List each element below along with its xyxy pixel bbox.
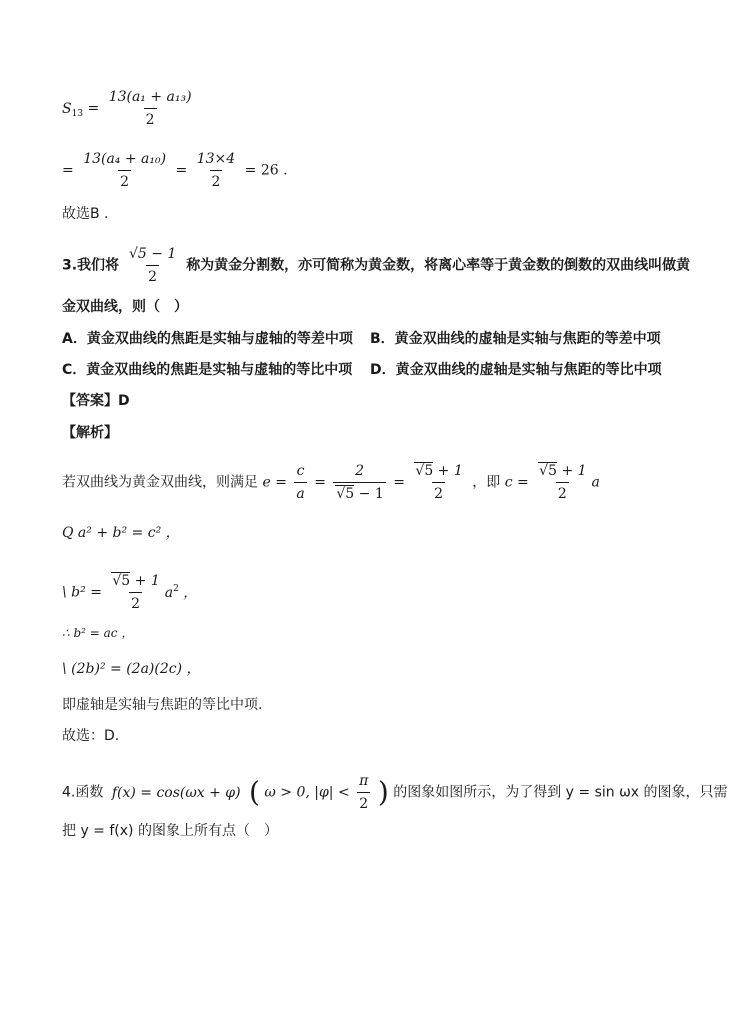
q3-analysis-label: 【解析】	[62, 425, 118, 441]
analysis-step-1: 若双曲线为黄金双曲线，则满足 e = $\frac{c}{a}$ = $\frac{2}{√5 - 1}$ = $\frac{√5 + 1}{2}$ ，即 c = $\frac{√5 + 1}{2}$ a	[62, 463, 600, 502]
golden-ratio-fraction: $\frac{√5 - 1}{2}$	[128, 246, 177, 285]
s13-evaluation: = $\frac{\text{13(a₄ + a₁₀)}}{2}$ = $\frac{13\times 4}{2}$ = 26 .	[62, 151, 288, 190]
q3-option-b: B．黄金双曲线的虚轴是实轴与焦距的等差中项	[370, 331, 661, 347]
s13-symbol: $S_{13}$	[62, 100, 84, 119]
q3-stem-line2: 金双曲线，则（ ）	[62, 299, 188, 315]
eq2-result: = 26 .	[244, 162, 288, 179]
eq2-fraction-2: $\frac{13\times 4}{2}$	[196, 151, 236, 190]
analysis-step-2: Q a² + b² = c² ，	[62, 525, 180, 541]
fraction-denominator: 2	[144, 108, 157, 129]
q3-option-a: A．黄金双曲线的焦距是实轴与虚轴的等差中项	[62, 331, 353, 347]
q3-answer: 【答案】D	[62, 393, 130, 409]
q3-option-d: D．黄金双曲线的虚轴是实轴与焦距的等比中项	[370, 362, 662, 378]
analysis-step-3: \ b² = $\frac{√5 + 1}{2}$ $a^2$ ，	[62, 573, 198, 612]
choose-b: 故选B .	[62, 206, 109, 222]
choose-d: 故选：D.	[62, 728, 120, 744]
q3-stem: 3.我们将 $\frac{√5 - 1}{2}$ 称为黄金分割数，亦可简称为黄金数，将离心率等于黄金数的倒数的双曲线叫做黄	[62, 246, 691, 285]
s13-formula: $S_{13}$ = $\frac{\text{13(a₁ + a₁₃)}}{2}$	[62, 89, 192, 128]
q4-stem: 4.函数 f(x) = cos(ωx + φ) ( ω > 0, |φ| < $\frac{\pi}{2}$ ) 的图象如图所示，为了得到 y = sin ωx 的图象，只需	[62, 773, 728, 812]
analysis-step-5: \ (2b)² = (2a)(2c) ，	[62, 661, 201, 677]
q3-option-c: C．黄金双曲线的焦距是实轴与虚轴的等比中项	[62, 362, 353, 378]
analysis-conclusion: 即虚轴是实轴与焦距的等比中项.	[62, 697, 263, 713]
fraction-numerator: 13(a₁ + a₁₃)	[108, 89, 192, 105]
eq2-fraction-1: $\frac{\text{13(a₄ + a₁₀)}}{2}$	[83, 151, 167, 190]
analysis-step-4: ∴ b² = ac ，	[62, 626, 134, 640]
q4-stem-line2: 把 y = f(x) 的图象上所有点（ ）	[62, 823, 278, 839]
s13-fraction	[107, 88, 194, 129]
